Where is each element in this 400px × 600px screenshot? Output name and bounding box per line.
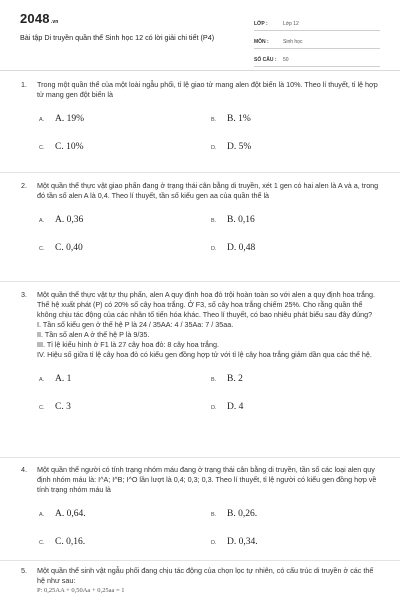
document-title: Bài tập Di truyền quần thể Sinh học 12 có lời giải chi tiết (P4) <box>20 33 215 42</box>
question-line: Một quần thể thực vật giao phấn đang ở trạng thái cân bằng di truyền, xét 1 gen có hai alen là A và a, trong đó tần số alen A là 0,4. Theo lí thuyết, tần số kiểu gen aa của quần thể là <box>37 181 379 200</box>
meta-value: Lớp 12 <box>283 21 299 27</box>
site-logo[interactable]: 2048.vn <box>20 11 59 26</box>
answer-options: A. A. 1 B. B. 2 C. C. 3 D. D. 4 <box>39 374 244 412</box>
question-text <box>20 465 380 495</box>
statement-1: I. Tần số kiểu gen ở thế hệ P là 24 / 35AA: 4 / 35Aa: 7 / 35aa. <box>37 320 234 329</box>
question-line: Trong một quần thể của một loài ngẫu phối, tỉ lệ giao tử mang alen đột biến là 10%. Theo lí thuyết, tỉ lệ hợp tử mang gen đột biến là <box>37 80 378 99</box>
question-number: 2. <box>21 181 27 190</box>
genetic-structure-formula: P: 0,25AA + 0,50Aa + 0,25aa = 1 <box>37 587 125 594</box>
meta-row-subject <box>254 32 380 49</box>
question-number: 1. <box>21 80 27 89</box>
question-2 <box>20 181 380 257</box>
question-3 <box>20 290 380 416</box>
answer-options: A. A. 0,64. B. B. 0,26. C. C. 0,16. D. D. 0,34. <box>39 509 258 547</box>
question-5 <box>20 566 380 596</box>
document-header <box>0 0 400 70</box>
question-line: Một quần thể sinh vật ngẫu phối đang chịu tác động của chọn lọc tự nhiên, có cấu trúc di truyền ở các thế hệ như sau: <box>37 566 374 585</box>
statement-4: IV. Hiệu số giữa tỉ lệ cây hoa đỏ có kiểu gen đồng hợp tử với tỉ lệ cây hoa trắng giảm dần qua các thế hệ. <box>37 350 372 359</box>
answer-options: A. A. 0,36 B. B. 0,16 C. C. 0,40 D. D. 0,48 <box>39 215 256 253</box>
question-divider <box>0 281 400 282</box>
meta-key: MÔN : <box>254 39 269 45</box>
question-line: Một quần thể người có tính trạng nhóm máu đang ở trạng thái cân bằng di truyền, tần số các loại alen quy định nhóm máu là: I^A; I^B; I^O lần lượt là 0,4; 0,3; 0,3. Theo lí thuyết, tỉ lệ người có kiểu gen đồng hợp về tính trạng nhóm máu là <box>37 465 377 494</box>
statement-3: III. Tỉ lệ kiểu hình ở F1 là 27 cây hoa đỏ: 8 cây hoa trắng. <box>37 340 219 349</box>
question-divider <box>0 457 400 458</box>
question-divider <box>0 172 400 173</box>
meta-row-grade <box>254 14 380 31</box>
question-text <box>20 181 380 201</box>
meta-value: Sinh học <box>283 39 303 45</box>
question-number: 4. <box>21 465 27 474</box>
meta-key: SỐ CÂU : <box>254 57 277 63</box>
question-line: Một quần thể thực vật tự thụ phấn, alen A quy định hoa đỏ trội hoàn toàn so với alen a quy định hoa trắng. Thế hệ xuất phát (P) có 20% số cây hoa trắng. Ở F3, số cây hoa trắng chiếm 25%. Cho rằng quần thể không chịu tác động của các nhân tố tiến hóa khác. Theo lí thuyết, có bao nhiêu phát biểu sau đây đúng? <box>37 290 376 319</box>
question-divider <box>0 560 400 561</box>
question-number: 3. <box>21 290 27 299</box>
statement-2: II. Tần số alen A ở thế hệ P là 9/35. <box>37 330 150 339</box>
meta-row-count <box>254 50 380 67</box>
question-1 <box>20 80 380 156</box>
meta-value: 50 <box>283 57 289 63</box>
question-number: 5. <box>21 566 27 575</box>
meta-key: LỚP : <box>254 21 268 27</box>
document-meta <box>254 14 380 68</box>
question-4 <box>20 465 380 551</box>
question-text <box>20 290 380 360</box>
question-text <box>20 80 380 100</box>
header-divider <box>0 70 400 71</box>
question-text <box>20 566 380 596</box>
answer-options: A. A. 19% B. B. 1% C. C. 10% D. D. 5% <box>39 114 252 152</box>
